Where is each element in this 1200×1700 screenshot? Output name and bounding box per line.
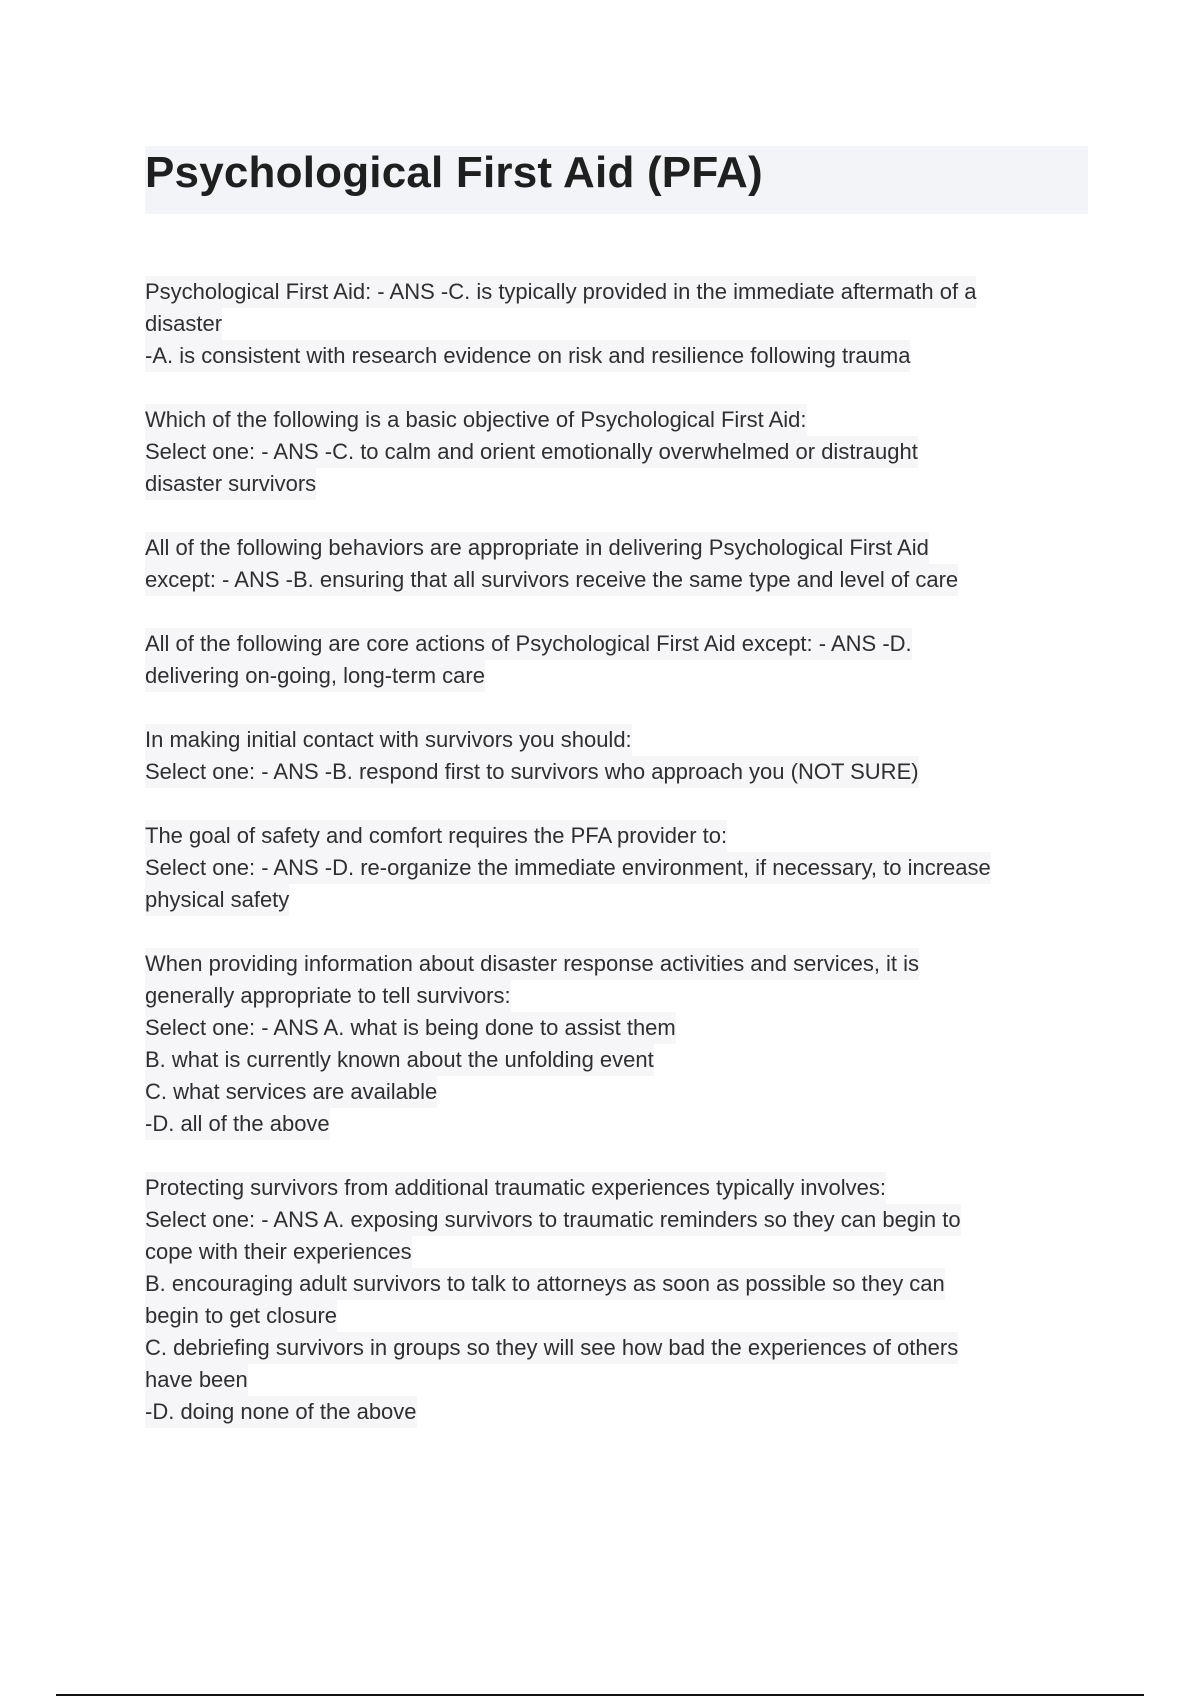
page-title: Psychological First Aid (PFA) [145, 148, 763, 197]
question-text-line: C. debriefing survivors in groups so they will see how bad the experiences of others [145, 1332, 958, 1364]
question-block [145, 404, 1095, 500]
question-block [145, 724, 1095, 788]
question-text-line: have been [145, 1364, 248, 1396]
question-text-line: -D. all of the above [145, 1108, 330, 1140]
question-text-line: Protecting survivors from additional traumatic experiences typically involves: [145, 1172, 886, 1204]
question-text-line: In making initial contact with survivors you should: [145, 724, 632, 756]
question-text-line: disaster survivors [145, 468, 316, 500]
question-text-line: Select one: - ANS -C. to calm and orient emotionally overwhelmed or distraught [145, 436, 918, 468]
question-text-line: delivering on-going, long-term care [145, 660, 485, 692]
question-text-line: -D. doing none of the above [145, 1396, 417, 1428]
question-text-line: C. what services are available [145, 1076, 437, 1108]
question-text-line: cope with their experiences [145, 1236, 412, 1268]
question-block [145, 532, 1095, 596]
question-text-line: Select one: - ANS A. what is being done to assist them [145, 1012, 676, 1044]
question-block [145, 1172, 1095, 1428]
question-text-line: -A. is consistent with research evidence on risk and resilience following trauma [145, 340, 910, 372]
question-block [145, 948, 1095, 1140]
question-block [145, 628, 1095, 692]
question-text-line: B. encouraging adult survivors to talk to attorneys as soon as possible so they can [145, 1268, 945, 1300]
question-text-line: disaster [145, 308, 222, 340]
question-text-line: Which of the following is a basic objective of Psychological First Aid: [145, 404, 807, 436]
question-text-line: When providing information about disaster response activities and services, it is [145, 948, 919, 980]
question-text-line: All of the following are core actions of Psychological First Aid except: - ANS -D. [145, 628, 912, 660]
question-text-line: B. what is currently known about the unfolding event [145, 1044, 654, 1076]
footer-divider [56, 1694, 1144, 1696]
question-text-line: Select one: - ANS -D. re-organize the immediate environment, if necessary, to increase [145, 852, 991, 884]
question-text-line: Select one: - ANS -B. respond first to survivors who approach you (NOT SURE) [145, 756, 919, 788]
question-text-line: generally appropriate to tell survivors: [145, 980, 511, 1012]
question-text-line: physical safety [145, 884, 289, 916]
question-text-line: Select one: - ANS A. exposing survivors to traumatic reminders so they can begin to [145, 1204, 961, 1236]
question-block [145, 276, 1095, 372]
question-text-line: Psychological First Aid: - ANS -C. is typically provided in the immediate aftermath of a [145, 276, 976, 308]
question-text-line: The goal of safety and comfort requires the PFA provider to: [145, 820, 727, 852]
question-text-line: begin to get closure [145, 1300, 337, 1332]
question-block [145, 820, 1095, 916]
question-list [145, 276, 1095, 1460]
question-text-line: All of the following behaviors are appropriate in delivering Psychological First Aid [145, 532, 929, 564]
question-text-line: except: - ANS -B. ensuring that all survivors receive the same type and level of care [145, 564, 958, 596]
